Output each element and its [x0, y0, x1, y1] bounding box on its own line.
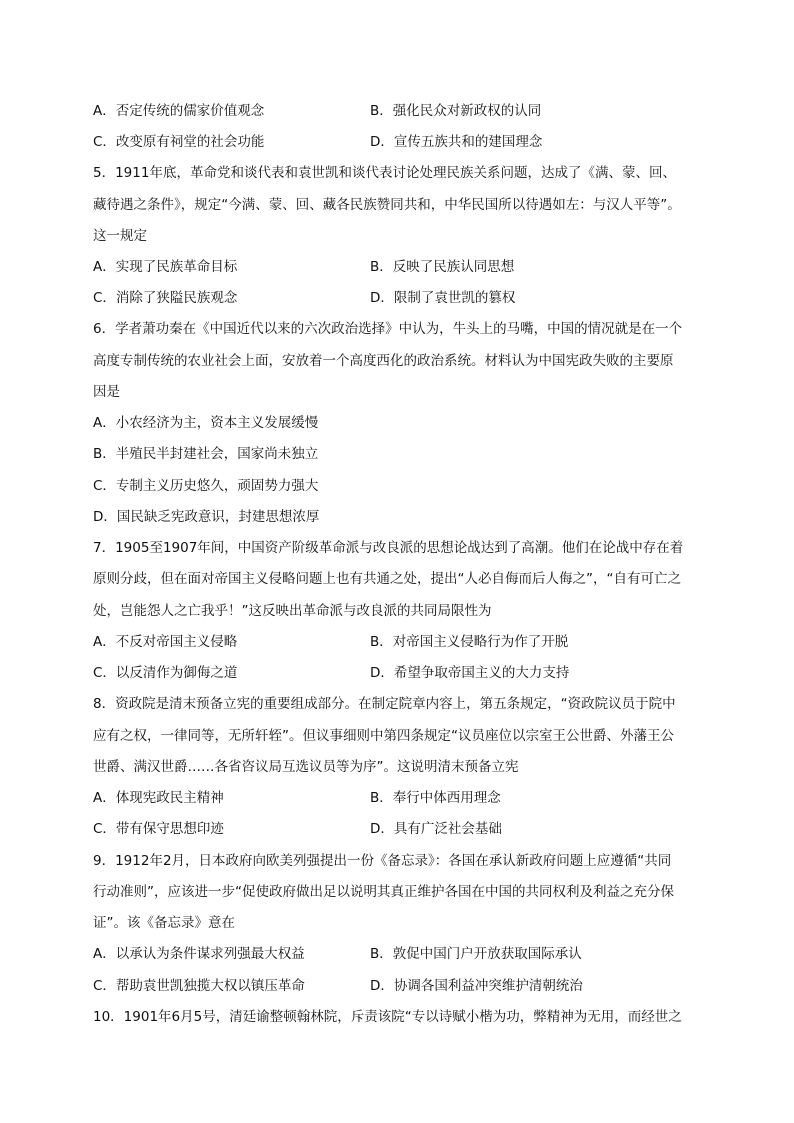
q6-option-a: A．小农经济为主，资本主义发展缓慢 — [93, 415, 319, 431]
q6-stem-line-3: 因是 — [93, 384, 120, 400]
q8-option-d: D．具有广泛社会基础 — [370, 821, 502, 837]
q9-option-c: C．帮助袁世凯独揽大权以镇压革命 — [93, 978, 305, 994]
q4-option-a: A．否定传统的儒家价值观念 — [93, 103, 265, 119]
q7-option-c: C．以反清作为御侮之道 — [93, 665, 238, 681]
q7-option-d: D．希望争取帝国主义的大力支持 — [370, 665, 570, 681]
q9-option-d: D．协调各国利益冲突维护清朝统治 — [370, 978, 583, 994]
q4-option-c: C．改变原有祠堂的社会功能 — [93, 134, 265, 150]
q6-option-d: D．国民缺乏宪政意识，封建思想浓厚 — [93, 509, 320, 525]
q6-stem-line-1: 6．学者萧功秦在《中国近代以来的六次政治选择》中认为，牛头上的马嘴，中国的情况就是在一个 — [93, 321, 683, 337]
q9-stem-line-1: 9．1912年2月，日本政府向欧美列强提出一份《备忘录》：各国在承认新政府问题上应遵循“共同 — [93, 853, 672, 869]
q5-option-b: B．反映了民族认同思想 — [370, 259, 515, 275]
q8-option-a: A．体现宪政民主精神 — [93, 790, 224, 806]
q5-option-d: D．限制了袁世凯的篡权 — [370, 290, 516, 306]
q7-option-b: B．对帝国主义侵略行为作了开脱 — [370, 634, 569, 650]
q7-option-a: A．不反对帝国主义侵略 — [93, 634, 238, 650]
q6-option-b: B．半殖民半封建社会，国家尚未独立 — [93, 446, 319, 462]
q5-option-a: A．实现了民族革命目标 — [93, 259, 238, 275]
q4-option-d: D．宣传五族共和的建国理念 — [370, 134, 543, 150]
q5-option-c: C．消除了狭隘民族观念 — [93, 290, 238, 306]
q7-stem-line-1: 7．1905至1907年间，中国资产阶级革命派与改良派的思想论战达到了高潮。他们在论战中存在着 — [93, 540, 684, 556]
q9-stem-line-3: 证”。该《备忘录》意在 — [93, 915, 235, 931]
q6-stem-line-2: 高度专制传统的农业社会上面，安放着一个高度西化的政治系统。材料认为中国宪政失败的主要原 — [93, 353, 674, 369]
q10-stem-line-1: 10．1901年6月5号，清廷谕整顿翰林院，斥责该院“专以诗赋小楷为功，弊精神为无用，而经世之 — [93, 1009, 682, 1025]
q9-stem-line-2: 行动准则”，应该进一步“促使政府做出足以说明其真正维护各国在中国的共同权利及利益之充分保 — [93, 884, 674, 900]
q5-stem-line-1: 5．1911年底，革命党和谈代表和袁世凯和谈代表讨论处理民族关系问题，达成了《满、蒙、回、 — [93, 165, 676, 181]
q8-option-c: C．带有保守思想印迹 — [93, 821, 224, 837]
q9-option-a: A．以承认为条件谋求列强最大权益 — [93, 946, 305, 962]
q5-stem-line-3: 这一规定 — [93, 228, 147, 244]
q5-stem-line-2: 藏待遇之条件》，规定“今满、蒙、回、藏各民族赞同共和，中华民国所以待遇如左：与汉人平等”。 — [93, 197, 681, 213]
q8-stem-line-2: 应有之权，一律同等，无所轩轾”。但议事细则中第四条规定“议员座位以宗室王公世爵、外藩王公 — [93, 728, 674, 744]
q7-stem-line-3: 处，岂能怨人之亡我乎！”这反映出革命派与改良派的共同局限性为 — [93, 603, 492, 619]
q9-option-b: B．敦促中国门户开放获取国际承认 — [370, 946, 582, 962]
q8-stem-line-3: 世爵、满汉世爵……各省咨议局互选议员等为序”。这说明清末预备立宪 — [93, 759, 519, 775]
q7-stem-line-2: 原则分歧，但在面对帝国主义侵略问题上也有共通之处，提出“人必自侮而后人侮之”，“自有可亡之 — [93, 571, 681, 587]
q4-option-b: B．强化民众对新政权的认同 — [370, 103, 542, 119]
q8-stem-line-1: 8．资政院是清末预备立宪的重要组成部分。在制定院章内容上，第五条规定，“资政院议员于院中 — [93, 696, 676, 712]
q6-option-c: C．专制主义历史悠久，顽固势力强大 — [93, 478, 319, 494]
q8-option-b: B．奉行中体西用理念 — [370, 790, 501, 806]
